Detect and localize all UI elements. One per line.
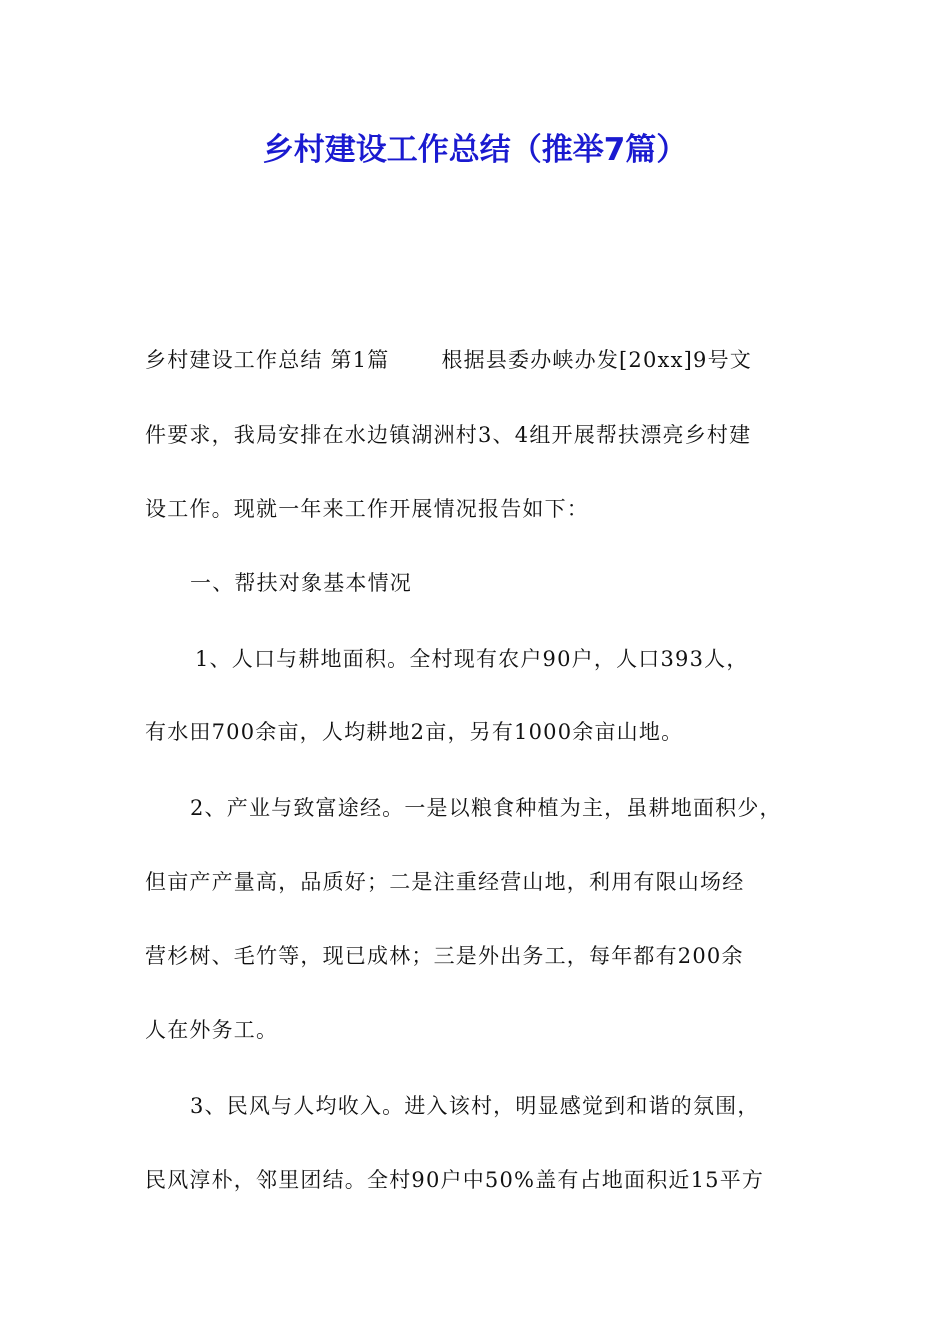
- paragraph-1-line-1: 1、人口与耕地面积。全村现有农户90户，人口393人，: [195, 647, 749, 671]
- paragraph-2-line-4: 人在外务工。: [145, 1018, 279, 1042]
- paragraph-2-line-1: 2、产业与致富途经。一是以粮食种植为主，虽耕地面积少，: [190, 796, 782, 820]
- paragraph-2-line-2: 但亩产产量高，品质好；二是注重经营山地，利用有限山场经: [145, 870, 745, 894]
- section-heading-1: 一、帮扶对象基本情况: [190, 571, 412, 595]
- body-line-2: 件要求，我局安排在水边镇湖洲村3、4组开展帮扶漂亮乡村建: [145, 423, 752, 447]
- document-title: 乡村建设工作总结（推举7篇）: [262, 132, 688, 168]
- paragraph-3-line-1: 3、民风与人均收入。进入该村，明显感觉到和谐的氛围，: [190, 1094, 760, 1118]
- section-heading: 乡村建设工作总结 第1篇: [145, 348, 390, 372]
- paragraph-1-line-2: 有水田700余亩，人均耕地2亩，另有1000余亩山地。: [145, 720, 684, 744]
- line-text: 根据县委办峡办发[20xx]9号文: [441, 348, 752, 372]
- body-line-3: 设工作。现就一年来工作开展情况报告如下：: [145, 497, 589, 521]
- body-line-1: [145, 345, 752, 375]
- paragraph-3-line-2: 民风淳朴，邻里团结。全村90户中50%盖有占地面积近15平方: [145, 1168, 765, 1192]
- paragraph-2-line-3: 营杉树、毛竹等，现已成林；三是外出务工，每年都有200余: [145, 944, 744, 968]
